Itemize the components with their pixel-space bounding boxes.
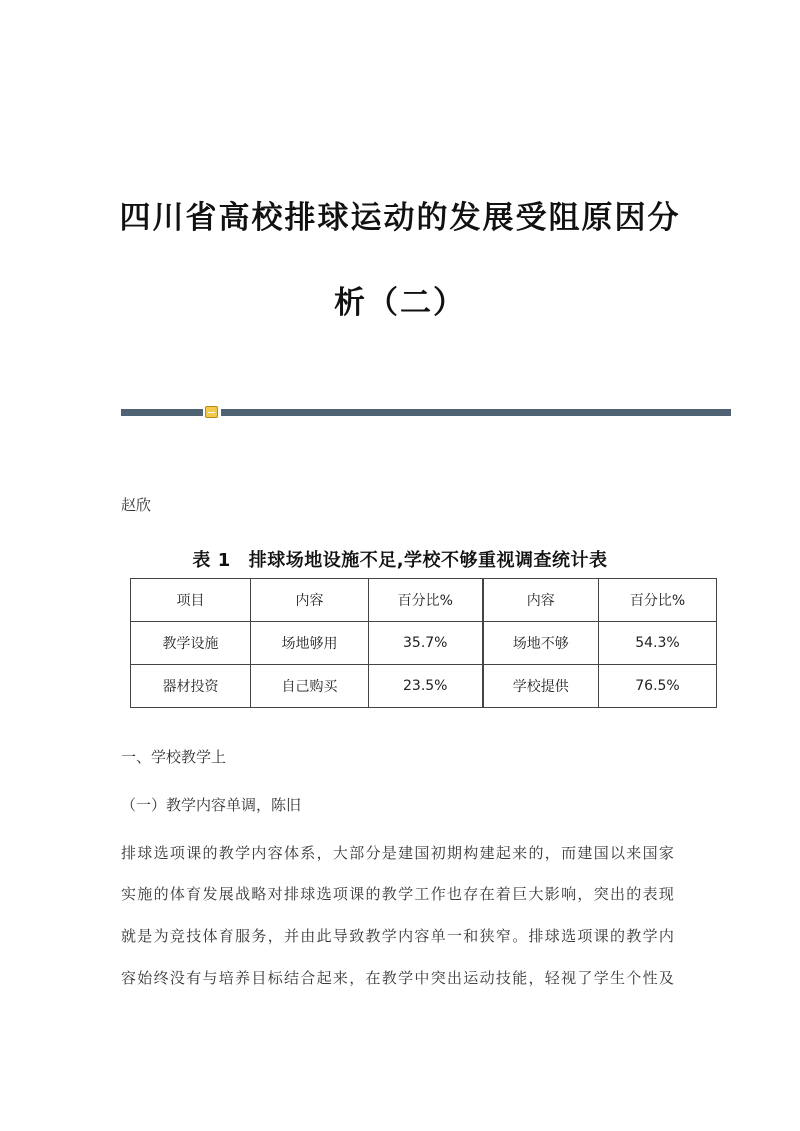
table-caption-number: 表 1 <box>192 550 231 571</box>
table-cell: 35.7% <box>369 622 483 665</box>
table-row <box>131 665 717 708</box>
table-header-cell: 项目 <box>131 579 251 622</box>
paragraph-line: 排球选项课的教学内容体系，大部分是建国初期构建起来的，而建国以来国家 <box>121 844 676 862</box>
table-cell: 23.5% <box>369 665 483 708</box>
document-title-line-2: 析（二） <box>334 285 466 321</box>
stats-table <box>130 578 717 708</box>
table-header-cell: 内容 <box>483 579 599 622</box>
table-cell: 场地不够 <box>483 622 599 665</box>
document-title-line-1: 四川省高校排球运动的发展受阻原因分 <box>119 200 681 236</box>
subsection-heading: （一）教学内容单调，陈旧 <box>121 796 302 814</box>
table-caption-text: 排球场地设施不足,学校不够重视调查统计表 <box>248 550 608 571</box>
table-cell: 自己购买 <box>251 665 369 708</box>
title-divider-left <box>121 409 203 416</box>
table-header-cell: 内容 <box>251 579 369 622</box>
paragraph-line: 实施的体育发展战略对排球选项课的教学工作也存在着巨大影响，突出的表现 <box>121 885 676 903</box>
title-divider-right <box>221 409 731 416</box>
table-cell: 场地够用 <box>251 622 369 665</box>
table-caption <box>0 546 800 572</box>
paragraph-line: 容始终没有与培养目标结合起来，在教学中突出运动技能，轻视了学生个性及 <box>121 969 676 987</box>
paragraph-line: 就是为竞技体育服务，并由此导致教学内容单一和狭窄。排球选项课的教学内 <box>121 927 676 945</box>
table-cell: 教学设施 <box>131 622 251 665</box>
author-name: 赵欣 <box>121 496 152 514</box>
section-heading: 一、学校教学上 <box>121 748 227 766</box>
divider-badge-icon <box>205 406 218 418</box>
table-cell: 器材投资 <box>131 665 251 708</box>
table-row <box>131 622 717 665</box>
table-cell: 学校提供 <box>483 665 599 708</box>
table-header-cell: 百分比% <box>369 579 483 622</box>
table-cell: 54.3% <box>599 622 717 665</box>
table-header-cell: 百分比% <box>599 579 717 622</box>
table-header-row <box>131 579 717 622</box>
table-cell: 76.5% <box>599 665 717 708</box>
